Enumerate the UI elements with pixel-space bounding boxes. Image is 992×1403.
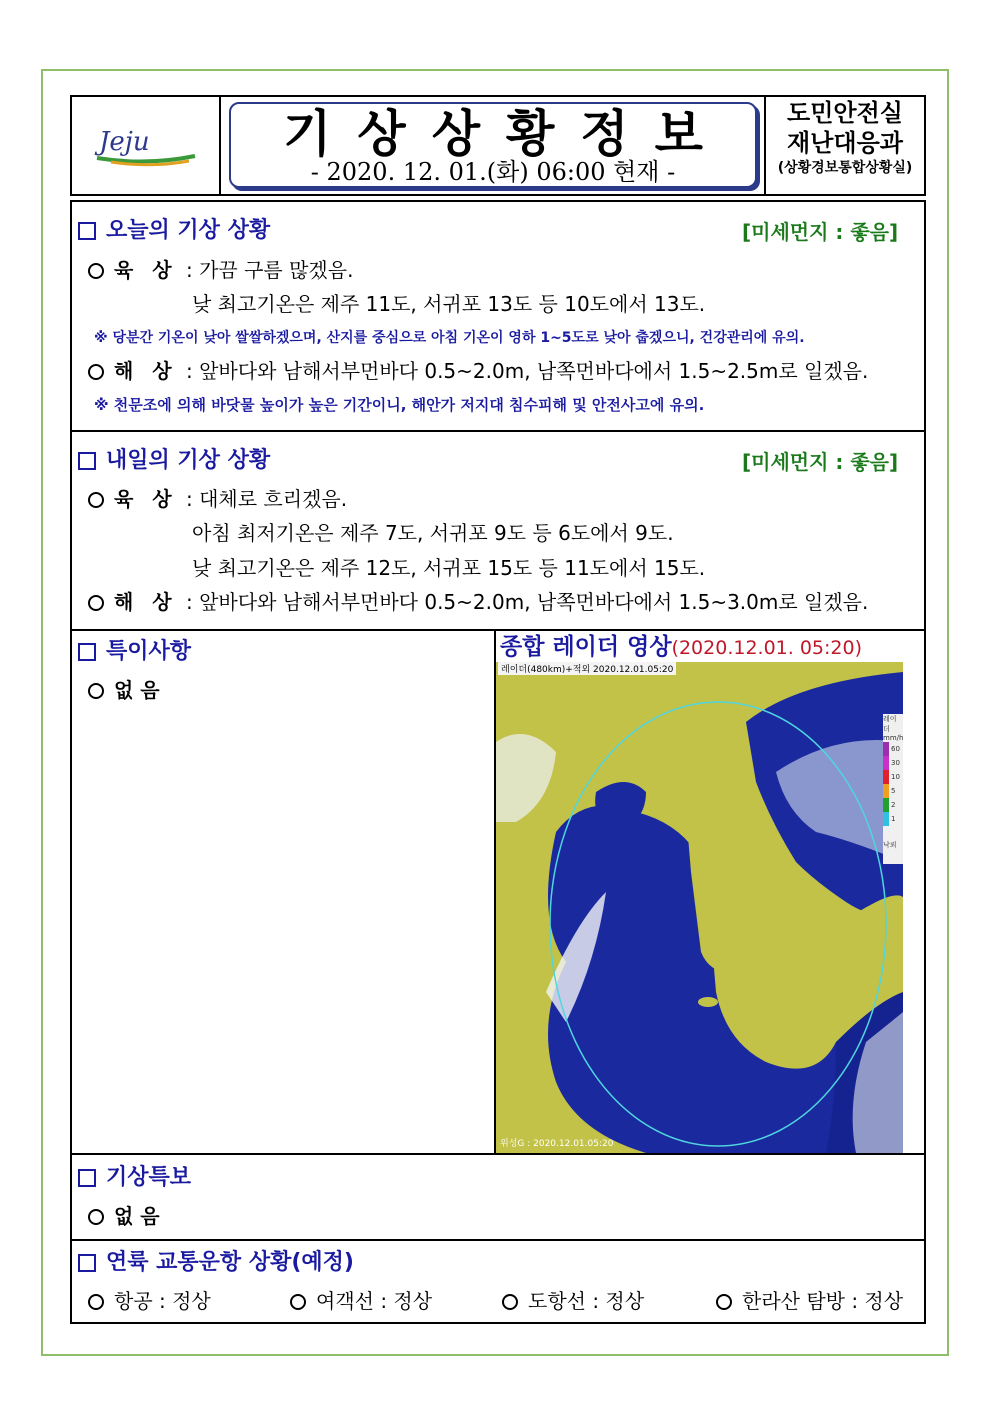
legend-swatch bbox=[883, 742, 889, 756]
legend-item: 1 bbox=[883, 812, 903, 826]
checkbox-icon bbox=[78, 452, 96, 470]
circle-bullet-icon bbox=[88, 683, 104, 699]
legend-swatch bbox=[883, 812, 889, 826]
jeju-logo-icon bbox=[91, 120, 201, 170]
tomorrow-land: 육 상 : 대체로 흐리겠음. bbox=[88, 486, 347, 512]
radar-date: (2020.12.01. 05:20) bbox=[671, 637, 862, 659]
legend-swatch bbox=[883, 798, 889, 812]
circle-bullet-icon bbox=[88, 492, 104, 508]
checkbox-icon bbox=[78, 1254, 96, 1272]
today-note-tide: ※ 천문조에 의해 바닷물 높이가 높은 기간이니, 해안가 저지대 침수피해 및 안전사고에 유의. bbox=[94, 396, 705, 414]
radar-map bbox=[496, 662, 903, 1153]
today-dust-status: [미세먼지 : 좋음] bbox=[742, 220, 899, 244]
legend-item: 10 bbox=[883, 770, 903, 784]
today-section-title: 오늘의 기상 상황 bbox=[78, 217, 270, 245]
traffic-section-title: 연륙 교통운항 상황(예정) bbox=[78, 1249, 354, 1277]
traffic-air: 항공 : 정상 bbox=[88, 1287, 211, 1315]
tomorrow-sea: 해 상 : 앞바다와 남해서부먼바다 0.5~2.0m, 남쪽먼바다에서 1.5~3.0m로 일겠음. bbox=[88, 589, 868, 615]
page-title: 기상상황정보 bbox=[283, 105, 729, 163]
radar-title: 종합 레이더 영상(2020.12.01. 05:20) bbox=[500, 634, 862, 660]
checkbox-icon bbox=[78, 643, 96, 661]
checkbox-icon bbox=[78, 1169, 96, 1187]
radar-caption: 레이더(480km)+적외 2020.12.01.05:20 bbox=[498, 662, 676, 675]
title-box bbox=[229, 102, 757, 188]
tomorrow-dust-status: [미세먼지 : 좋음] bbox=[742, 450, 899, 474]
legend-item: 5 bbox=[883, 784, 903, 798]
today-land-temp: 낮 최고기온은 제주 11도, 서귀포 13도 등 10도에서 13도. bbox=[192, 292, 706, 316]
circle-bullet-icon bbox=[88, 1294, 104, 1310]
department bbox=[766, 98, 924, 178]
legend-swatch bbox=[883, 784, 889, 798]
legend-item: 60 bbox=[883, 742, 903, 756]
circle-bullet-icon bbox=[290, 1294, 306, 1310]
legend-swatch bbox=[883, 756, 889, 770]
dept-line3: (상황경보통합상황실) bbox=[777, 160, 913, 176]
special-item: 없 음 bbox=[88, 677, 160, 703]
tomorrow-land-min: 아침 최저기온은 제주 7도, 서귀포 9도 등 6도에서 9도. bbox=[192, 521, 674, 545]
traffic-hallasan: 한라산 탐방 : 정상 bbox=[716, 1287, 903, 1315]
today-note-cold: ※ 당분간 기온이 낮아 쌀쌀하겠으며, 산지를 중심으로 아침 기온이 영하 1~5도로 낮아 춥겠으니, 건강관리에 유의. bbox=[94, 330, 805, 346]
tomorrow-land-max: 낮 최고기온은 제주 12도, 서귀포 15도 등 11도에서 15도. bbox=[192, 556, 706, 580]
circle-bullet-icon bbox=[88, 364, 104, 380]
checkbox-icon bbox=[78, 222, 96, 240]
circle-bullet-icon bbox=[716, 1294, 732, 1310]
tomorrow-section-title: 내일의 기상 상황 bbox=[78, 447, 270, 475]
traffic-ferry: 여객선 : 정상 bbox=[290, 1287, 432, 1315]
legend-swatch bbox=[883, 770, 889, 784]
legend-item: 30 bbox=[883, 756, 903, 770]
warning-section-title: 기상특보 bbox=[78, 1164, 191, 1192]
dept-line2: 재난대응과 bbox=[787, 129, 903, 157]
radar-legend: 레이더 mm/h 60 30 10 5 2 1 낙뢰 bbox=[883, 714, 903, 864]
legend-item: 2 bbox=[883, 798, 903, 812]
circle-bullet-icon bbox=[88, 595, 104, 611]
jeju-logo bbox=[72, 96, 220, 194]
today-land: 육 상 : 가끔 구름 많겠음. bbox=[88, 257, 353, 283]
radar-footer: 위성G : 2020.12.01.05:20 bbox=[500, 1139, 614, 1149]
today-sea: 해 상 : 앞바다와 남해서부먼바다 0.5~2.0m, 남쪽먼바다에서 1.5~2.5m로 일겠음. bbox=[88, 358, 868, 384]
report-datetime: - 2020. 12. 01.(화) 06:00 현재 - bbox=[310, 158, 676, 186]
circle-bullet-icon bbox=[88, 1209, 104, 1225]
circle-bullet-icon bbox=[88, 263, 104, 279]
special-section-title: 특이사항 bbox=[78, 638, 191, 666]
warning-item: 없 음 bbox=[88, 1203, 160, 1229]
svg-text:Jeju: Jeju bbox=[99, 127, 150, 157]
dept-line1: 도민안전실 bbox=[787, 99, 903, 127]
radar-image bbox=[496, 662, 903, 1153]
traffic-island-boat: 도항선 : 정상 bbox=[502, 1287, 644, 1315]
circle-bullet-icon bbox=[502, 1294, 518, 1310]
